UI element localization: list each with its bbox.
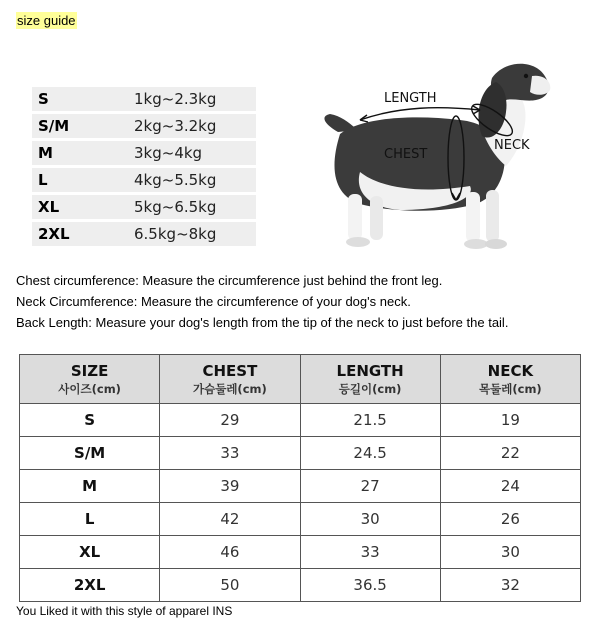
neck-cell: 32 — [440, 569, 580, 602]
neck-cell: 24 — [440, 470, 580, 503]
weight-range-cell: 1kg~2.3kg — [134, 87, 256, 111]
dog-paw — [485, 239, 507, 249]
neck-cell: 22 — [440, 437, 580, 470]
weight-range-cell: 5kg~6.5kg — [134, 195, 256, 219]
chest-cell: 42 — [160, 503, 300, 536]
size-cell: L — [20, 503, 160, 536]
weight-range-cell: 2kg~3.2kg — [134, 114, 256, 138]
length-cell: 24.5 — [300, 437, 440, 470]
table-row — [32, 87, 256, 111]
dog-front-leg — [486, 190, 499, 242]
weight-range-cell: 3kg~4kg — [134, 141, 256, 165]
table-row — [20, 536, 581, 569]
dog-muzzle — [530, 76, 550, 95]
header-sublabel: 등길이(cm) — [338, 381, 402, 396]
measurement-instructions — [16, 270, 508, 333]
table-header-row — [20, 355, 581, 404]
length-cell: 36.5 — [300, 569, 440, 602]
table-row — [32, 222, 256, 246]
chest-cell: 39 — [160, 470, 300, 503]
table-row — [32, 114, 256, 138]
dog-hind-leg — [370, 196, 383, 240]
size-chart-table — [19, 354, 581, 602]
size-cell: S/M — [20, 437, 160, 470]
weight-size-cell: XL — [32, 195, 134, 219]
weight-range-cell: 4kg~5.5kg — [134, 168, 256, 192]
neck-label: NECK — [494, 138, 530, 153]
dog-front-leg — [466, 192, 480, 242]
chest-label: CHEST — [384, 147, 428, 162]
length-cell: 33 — [300, 536, 440, 569]
size-cell: 2XL — [20, 569, 160, 602]
chest-cell: 33 — [160, 437, 300, 470]
table-row — [20, 437, 581, 470]
header-label: CHEST — [202, 361, 258, 380]
header-chest — [160, 355, 300, 404]
table-row — [20, 470, 581, 503]
neck-cell: 19 — [440, 404, 580, 437]
size-cell: XL — [20, 536, 160, 569]
header-neck — [440, 355, 580, 404]
header-sublabel: 목둘레(cm) — [479, 381, 542, 396]
length-label: LENGTH — [384, 91, 437, 106]
header-sublabel: 사이즈(cm) — [58, 381, 121, 396]
chest-cell: 50 — [160, 569, 300, 602]
size-cell: S — [20, 404, 160, 437]
header-label: SIZE — [70, 361, 109, 380]
table-row — [20, 503, 581, 536]
neck-cell: 30 — [440, 536, 580, 569]
length-cell: 21.5 — [300, 404, 440, 437]
instruction-neck: Neck Circumference: Measure the circumference of your dog's neck. — [16, 294, 411, 309]
page-title: size guide — [17, 13, 76, 28]
chest-cell: 46 — [160, 536, 300, 569]
length-cell: 30 — [300, 503, 440, 536]
chest-cell: 29 — [160, 404, 300, 437]
header-label: LENGTH — [336, 361, 404, 380]
table-row — [20, 404, 581, 437]
table-row — [32, 168, 256, 192]
dog-measurement-diagram — [300, 54, 560, 264]
neck-cell: 26 — [440, 503, 580, 536]
dog-eye — [524, 74, 528, 78]
instruction-chest: Chest circumference: Measure the circumference just behind the front leg. — [16, 273, 443, 288]
table-row — [32, 141, 256, 165]
dog-paw — [346, 237, 370, 247]
header-length — [300, 355, 440, 404]
weight-guide-table — [32, 84, 256, 249]
footer-note: You Liked it with this style of apparel INS — [16, 604, 233, 618]
weight-size-cell: S — [32, 87, 134, 111]
weight-size-cell: M — [32, 141, 134, 165]
table-row — [32, 195, 256, 219]
header-label: NECK — [487, 361, 534, 380]
weight-size-cell: S/M — [32, 114, 134, 138]
table-row — [20, 569, 581, 602]
instruction-length: Back Length: Measure your dog's length from the tip of the neck to just before the tail. — [16, 315, 509, 330]
weight-range-cell: 6.5kg~8kg — [134, 222, 256, 246]
length-cell: 27 — [300, 470, 440, 503]
dog-paw — [464, 239, 488, 249]
header-sublabel: 가슴둘레(cm) — [193, 381, 267, 396]
dog-hind-leg — [348, 194, 362, 240]
size-cell: M — [20, 470, 160, 503]
header-size — [20, 355, 160, 404]
weight-size-cell: L — [32, 168, 134, 192]
weight-size-cell: 2XL — [32, 222, 134, 246]
